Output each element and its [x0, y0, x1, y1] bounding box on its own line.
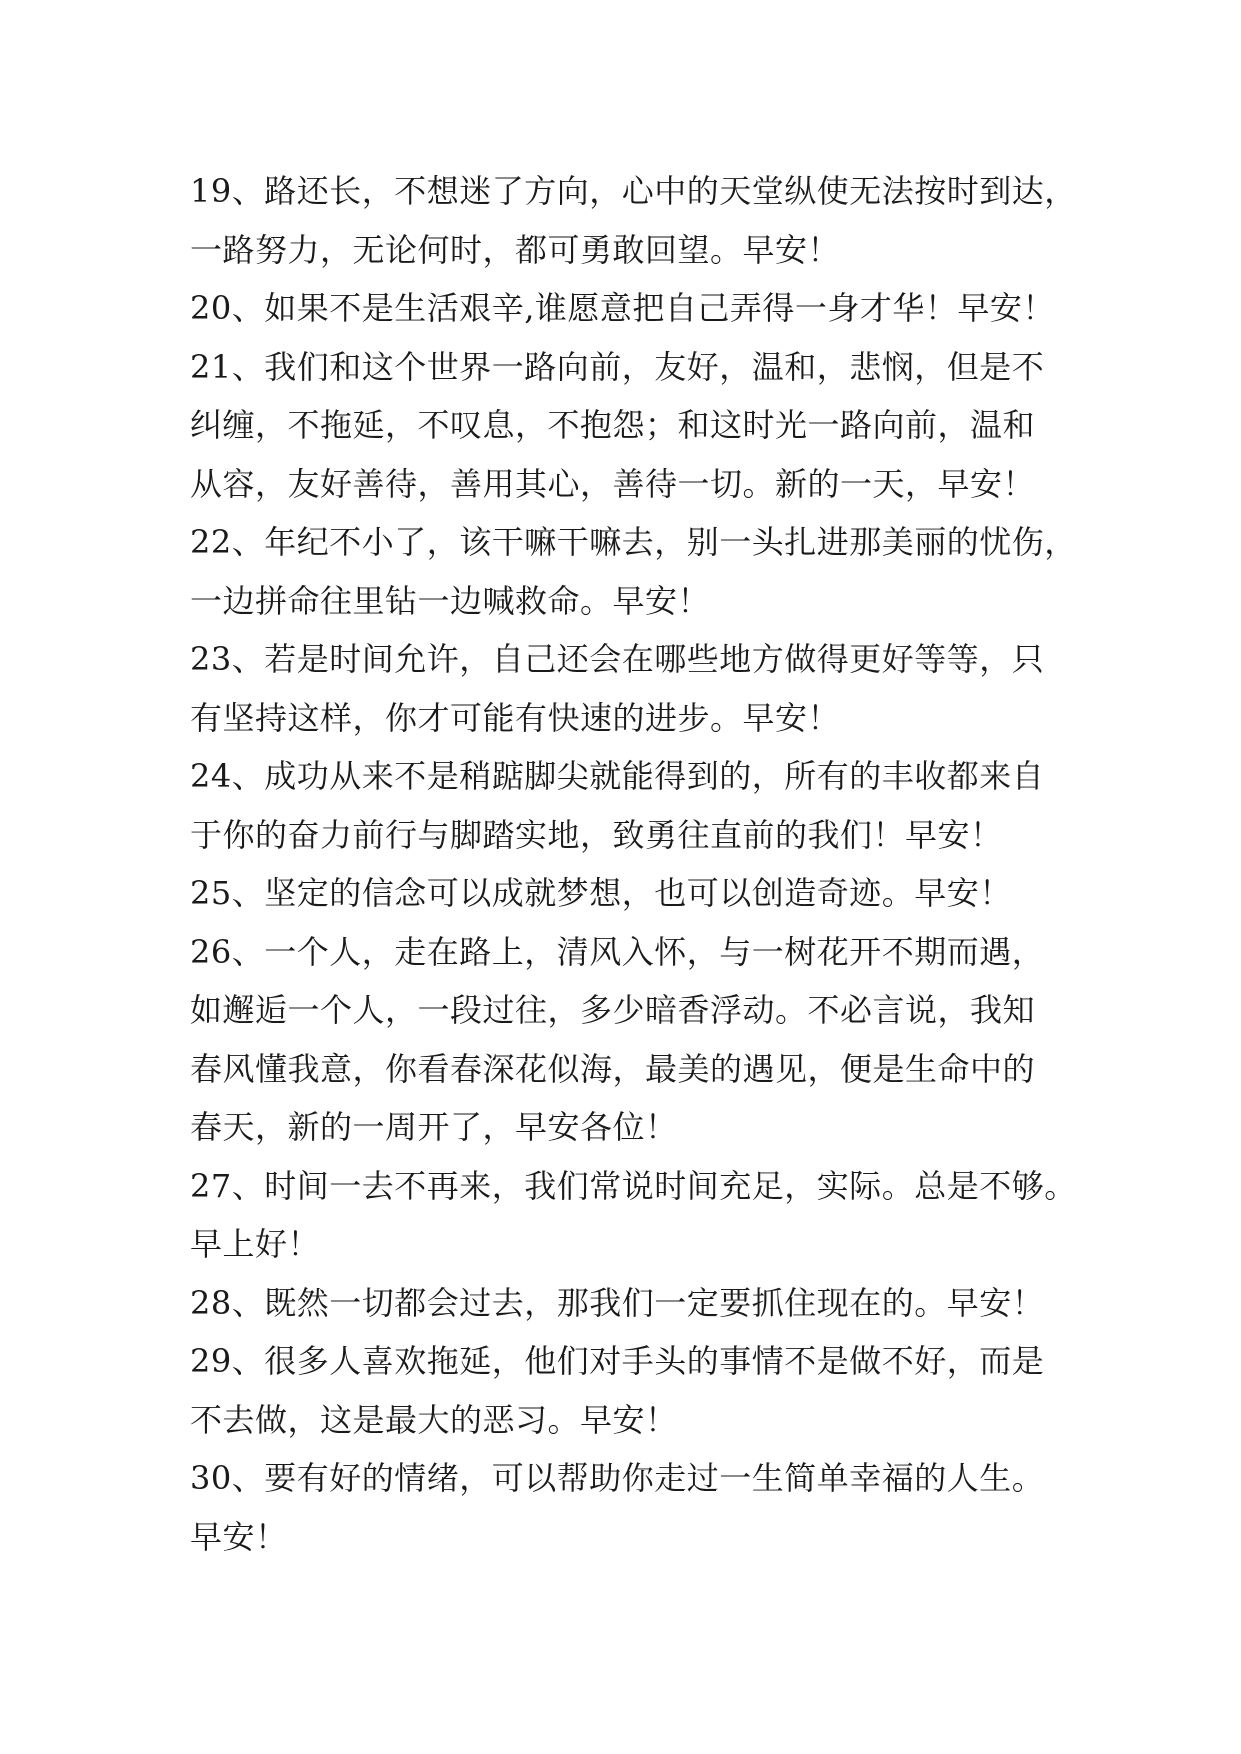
text-line: 30、要有好的情绪，可以帮助你走过一生简单幸福的人生。: [190, 1459, 1045, 1497]
text-line: 28、既然一切都会过去，那我们一定要抓住现在的。早安！: [190, 1283, 1045, 1322]
text-line: 一边拼命往里钻一边喊救命。早安！: [190, 581, 711, 620]
text-column: [190, 162, 1080, 1566]
text-line: 从容，友好善待，善用其心，善待一切。新的一天，早安！: [190, 464, 1036, 503]
text-line: 春天，新的一周开了，早安各位！: [190, 1108, 678, 1146]
text-line: 不去做，这是最大的恶习。早安！: [190, 1400, 678, 1439]
text-line: 29、很多人喜欢拖延，他们对手头的事情不是做不好，而是: [190, 1342, 1045, 1380]
text-line: 早上好！: [190, 1225, 321, 1263]
text-line: 于你的奋力前行与脚踏实地，致勇往直前的我们！早安！: [190, 815, 1003, 854]
text-line: 21、我们和这个世界一路向前，友好，温和，悲悯，但是不: [190, 347, 1045, 386]
text-line: 19、路还长，不想迷了方向，心中的天堂纵使无法按时到达，: [190, 172, 1077, 210]
text-line: 24、成功从来不是稍踮脚尖就能得到的，所有的丰收都来自: [190, 757, 1045, 795]
text-line: 20、如果不是生活艰辛,谁愿意把自己弄得一身才华！早安！: [190, 289, 1055, 327]
text-line: 22、年纪不小了，该干嘛干嘛去，别一头扎进那美丽的忧伤，: [190, 523, 1077, 561]
text-line: 一路努力，无论何时，都可勇敢回望。早安！: [190, 230, 841, 269]
text-line: 26、一个人，走在路上，清风入怀，与一树花开不期而遇，: [190, 932, 1045, 971]
text-line: 25、坚定的信念可以成就梦想，也可以创造奇迹。早安！: [190, 874, 1012, 912]
text-line: 有坚持这样，你才可能有快速的进步。早安！: [190, 698, 841, 737]
text-line: 27、时间一去不再来，我们常说时间充足，实际。总是不够。: [190, 1166, 1077, 1205]
text-line: 春风懂我意，你看春深花似海，最美的遇见，便是生命中的: [190, 1049, 1036, 1088]
text-line: 早安！: [190, 1517, 288, 1556]
text-line: 如邂逅一个人，一段过往，多少暗香浮动。不必言说，我知: [190, 991, 1036, 1029]
text-line: 23、若是时间允许，自己还会在哪些地方做得更好等等，只: [190, 640, 1045, 678]
text-line: 纠缠，不拖延，不叹息，不抱怨；和这时光一路向前，温和: [190, 406, 1036, 444]
